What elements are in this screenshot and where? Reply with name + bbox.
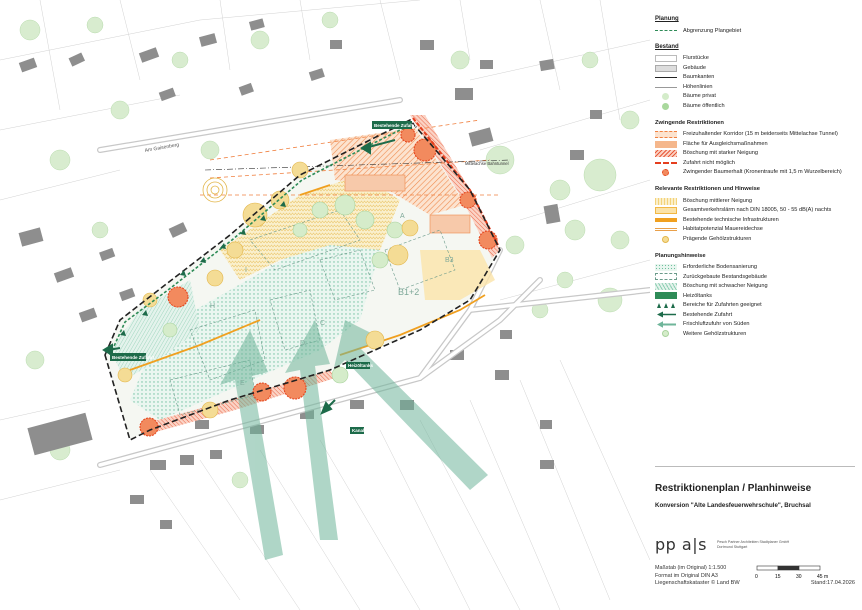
- scale-line-1: Maßstab (im Original) 1:1.500: [655, 565, 727, 571]
- existing-access-arrow-icon: [655, 311, 677, 318]
- woody-other-icon: [662, 330, 669, 337]
- company-logo: [655, 535, 855, 554]
- tunnel-axis-label: Mittelachse Bahntunnel: [465, 161, 509, 166]
- legend-swatch: [655, 283, 677, 290]
- legend-item: [655, 301, 855, 311]
- legend-item: [655, 234, 855, 244]
- compensation-area: [345, 175, 405, 191]
- legend-swatch: [655, 198, 677, 205]
- legend-item: [655, 139, 855, 149]
- legend-label: Flurstücke: [683, 55, 709, 62]
- legend-label: Böschung mit schwacher Neigung: [683, 283, 768, 290]
- legend-swatch: [655, 218, 677, 222]
- legend-swatch: [655, 162, 677, 164]
- legend-label: Gesamtverkehrslärm nach DIN 18005, 50 - 55 dB(A) nachts: [683, 207, 832, 214]
- legend-heading-zwingende: Zwingende Restriktionen: [655, 119, 724, 126]
- legend-item: [655, 158, 855, 168]
- legend-swatch: [655, 65, 677, 72]
- legend-label: Bäume öffentlich: [683, 102, 725, 109]
- cadastre-source: Liegenschaftskataster © Land BW: [655, 580, 740, 586]
- legend-label: Erforderliche Bodensanierung: [683, 264, 758, 271]
- legend-label: Bestehende Zufahrt: [683, 311, 733, 318]
- tree-preserve-icon: [662, 169, 669, 176]
- legend-swatch: [655, 131, 677, 138]
- legend-label: Höhenlinien: [683, 83, 713, 90]
- zone-b1: B1+2: [398, 287, 420, 297]
- legend-item: [655, 320, 855, 330]
- legend-label: Fläche für Ausgleichsmaßnahmen: [683, 140, 768, 147]
- legend-swatch: [655, 264, 677, 271]
- legend-label: Zwingender Baumerhalt (Kronentraufe mit 1,5 m Wurzelbereich): [683, 169, 842, 176]
- logo-subline-1: Pesch Partner Architekten Stadtplaner GmbH: [716, 539, 790, 544]
- logo-subline-2: Dortmund Stuttgart: [716, 544, 748, 549]
- legend: [655, 12, 855, 339]
- legend-label: Zurückgebaute Bestandsgebäude: [683, 273, 767, 280]
- scale-tick-0: 0: [755, 574, 758, 580]
- scale-tick-2: 30: [796, 574, 802, 580]
- label-heizoel: Heizöltanks: [348, 363, 374, 368]
- legend-item: [655, 130, 855, 140]
- legend-item: [655, 272, 855, 282]
- zone-i: I: [245, 267, 247, 274]
- legend-label: Freizuhaltender Korridor (15 m beiderseits Mittelachse Tunnel): [683, 131, 838, 138]
- legend-swatch: [655, 77, 677, 78]
- legend-label: Zufahrt nicht möglich: [683, 159, 735, 166]
- legend-label: Böschung mit starker Neigung: [683, 150, 758, 157]
- legend-heading-relevante: Relevante Restriktionen und Hinweise: [655, 186, 761, 193]
- legend-swatch: [655, 87, 677, 88]
- legend-item: [655, 310, 855, 320]
- zone-d: D: [300, 340, 306, 347]
- tree-private-icon: [662, 93, 669, 100]
- legend-item: [655, 206, 855, 216]
- legend-swatch: [655, 228, 677, 231]
- zone-b3: B3: [445, 257, 454, 264]
- plan-title: Restriktionenplan / Planhinweise: [655, 483, 812, 494]
- legend-item: [655, 282, 855, 292]
- legend-label: Gebäude: [683, 64, 707, 71]
- legend-label: Böschung mittlerer Neigung: [683, 197, 753, 204]
- legend-item: [655, 54, 855, 64]
- legend-label: Prägende Gehölzstrukturen: [683, 235, 752, 242]
- legend-label: Bäume privat: [683, 93, 716, 100]
- legend-label: Bestehende technische Infrastrukturen: [683, 216, 779, 223]
- legend-item: [655, 329, 855, 339]
- zone-e: E: [240, 380, 245, 387]
- label-zufahrt-left: Bestehende Zufahrt: [112, 355, 155, 360]
- legend-label: Habitatpotenzial Mauereidechse: [683, 226, 763, 233]
- plan-date: Stand:17.04.2026: [810, 580, 855, 586]
- footer: [655, 580, 855, 586]
- legend-swatch: [655, 273, 677, 280]
- zone-a: A: [400, 213, 405, 220]
- legend-item: [655, 63, 855, 73]
- legend-swatch: [655, 207, 677, 214]
- legend-heading-bestand: Bestand: [655, 43, 679, 50]
- scale-line-2: Format im Original DIN A3: [655, 573, 718, 580]
- legend-item: [655, 291, 855, 301]
- woody-structure-icon: [662, 236, 669, 243]
- legend-item: [655, 149, 855, 159]
- compensation-area-2: [430, 215, 470, 233]
- tree-public-icon: [662, 103, 669, 110]
- legend-item: [655, 73, 855, 83]
- legend-label: Heizöltanks: [683, 292, 712, 299]
- legend-label: Weitere Gehölzstrukturen: [683, 330, 747, 337]
- label-kanal: Kanal: [352, 428, 365, 433]
- legend-item: [655, 168, 855, 178]
- noise-zone: [420, 250, 495, 300]
- legend-label: Bereiche für Zufahrten geeignet: [683, 302, 762, 309]
- legend-item: [655, 196, 855, 206]
- legend-item: [655, 82, 855, 92]
- zone-h: H: [210, 303, 216, 310]
- legend-item: [655, 263, 855, 273]
- scale-tick-1: 15: [775, 574, 781, 580]
- legend-item: [655, 92, 855, 102]
- legend-label: Abgrenzung Plangebiet: [683, 27, 742, 34]
- legend-swatch: [655, 292, 677, 299]
- legend-swatch: [655, 150, 677, 157]
- zone-c: C: [320, 320, 326, 327]
- legend-item: [655, 26, 855, 36]
- scale-tick-3: 45 m: [817, 574, 829, 580]
- logo-mark: pp a|s: [655, 535, 707, 554]
- fresh-air-arrow-icon: [655, 321, 677, 328]
- legend-item: [655, 225, 855, 235]
- legend-label: Baumkanten: [683, 74, 715, 81]
- legend-label: Frischluftzufuhr von Süden: [683, 321, 750, 328]
- legend-item: [655, 215, 855, 225]
- legend-swatch: [655, 141, 677, 148]
- access-triangles-icon: [655, 302, 677, 309]
- divider: [655, 466, 855, 467]
- legend-heading-planungshinweise: Planungshinweise: [655, 252, 706, 259]
- title-block: [655, 460, 855, 586]
- legend-swatch: [655, 30, 677, 31]
- logo-subline: [717, 540, 827, 549]
- legend-heading-planung: Planung: [655, 16, 679, 22]
- legend-swatch: [655, 55, 677, 62]
- street-label-gaisenberg: Am Gaisenberg: [144, 142, 180, 154]
- plan-subtitle: Konversion "Alte Landesfeuerwehrschule", Bruchsal: [655, 502, 811, 509]
- label-zufahrt-top: Bestehende Zufahrt: [374, 123, 417, 128]
- legend-item: [655, 101, 855, 111]
